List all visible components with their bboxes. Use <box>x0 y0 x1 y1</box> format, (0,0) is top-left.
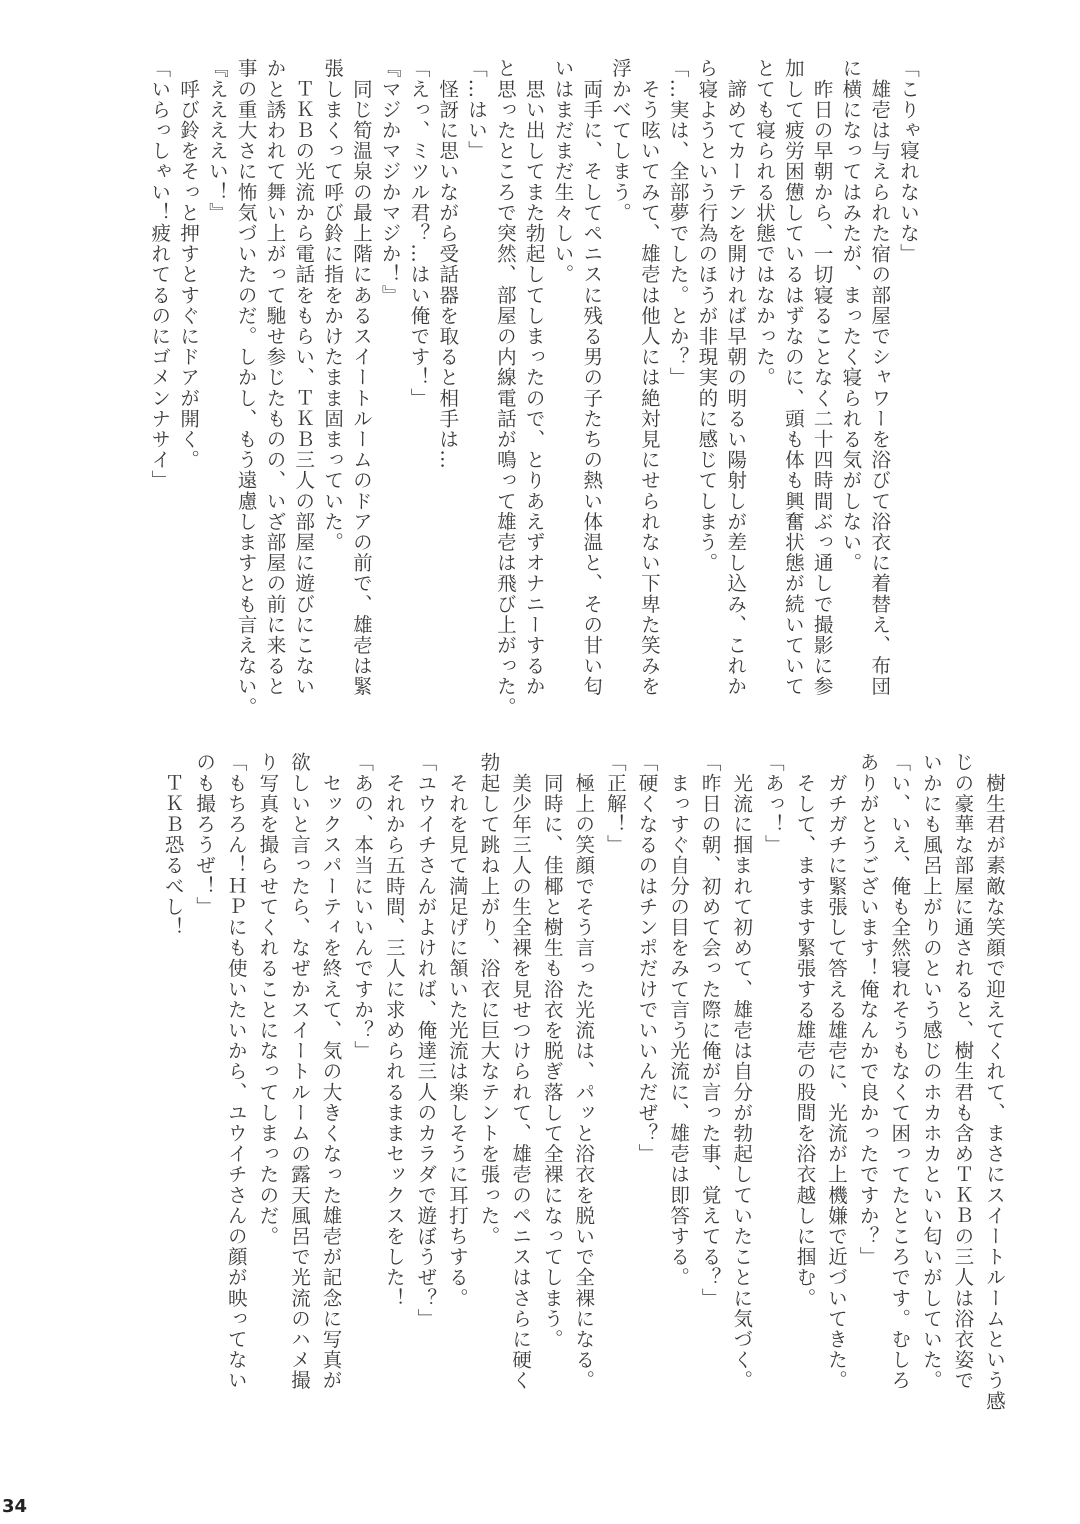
text-line: 「こりゃ寝れないな」 <box>897 58 920 264</box>
text-line: 事の重大さに怖気づいたのだ。しかし、もう遠慮しますとも言えない。 <box>234 58 258 718</box>
text-line: 怪訝に思いながら受話器を取ると相手は… <box>436 58 460 470</box>
text-line: 「い、いえ、俺も全然寝れそうもなくて困ってたところです。むしろ <box>888 752 912 1391</box>
text-line: 欲しいと言ったら、なぜかスイートルームの露天風呂で光流のハメ撮 <box>287 752 311 1391</box>
text-line: 雄壱は与えられた宿の部屋でシャワーを浴びて浴衣に着替え、布団 <box>868 58 892 697</box>
text-line: ＴＫＢ恐るべし！ <box>161 752 185 938</box>
text-line: それを見て満足げに頷いた光流は楽しそうに耳打ちする。 <box>445 752 469 1309</box>
text-line: 両手に、そしてペニスに残る男の子たちの熱い体温と、その甘い匂 <box>580 58 604 697</box>
text-line: 極上の笑顔でそう言った光流は、パッと浴衣を脱いで全裸になる。 <box>572 752 596 1391</box>
text-line: 「正解！」 <box>603 752 627 855</box>
text-block-bottom <box>157 752 1010 1432</box>
text-line: とても寝られる状態ではなかった。 <box>753 58 777 388</box>
text-line: ガチガチに緊張して答える雄壱に、光流が上機嫌で近づいてきた。 <box>825 752 849 1391</box>
text-line: 『ええええい！』 <box>205 58 229 223</box>
text-line: 「もちろん！ＨＰにも使いたいから、ユウイチさんの顔が映ってない <box>224 752 248 1391</box>
text-line: のも撮ろうぜ！」 <box>193 752 217 917</box>
text-line: 同時に、佳椰と樹生も浴衣を脱ぎ落して全裸になってしまう。 <box>540 752 564 1350</box>
text-line: 加して疲労困憊しているはずなのに、頭も体も興奮状態が続いていて <box>781 58 805 697</box>
text-line: 呼び鈴をそっと押すとすぐにドアが開く。 <box>177 58 201 470</box>
text-line: 樹生君が素敵な笑顔で迎えてくれて、まさにスイートルームという感 <box>983 752 1006 1412</box>
text-line: ら寝ようという行為のほうが非現実的に感じてしまう。 <box>695 58 719 573</box>
text-line: 浮かべてしまう。 <box>609 58 633 223</box>
text-line: 「昨日の朝、初めて会った際に俺が言った事、覚えてる？」 <box>698 752 722 1309</box>
text-line: ありがとうございます！俺なんかで良かったですか？」 <box>856 752 880 1267</box>
text-line: 「あっ！」 <box>761 752 785 855</box>
text-line: 昨日の早朝から、一切寝ることなく二十四時間ぶっ通しで撮影に参 <box>810 58 834 697</box>
text-line: 諦めてカーテンを開ければ早朝の明るい陽射しが差し込み、これか <box>724 58 748 697</box>
text-line: じの豪華な部屋に通されると、樹生君も含めＴＫＢの三人は浴衣姿で <box>951 752 975 1391</box>
text-line: かと誘われて舞い上がって馳せ参じたものの、いざ部屋の前に来ると <box>263 58 287 697</box>
text-line: 思い出してまた勃起してしまったので、とりあえずオナニーするか <box>522 58 546 697</box>
text-line: いかにも風呂上がりのという感じのホカホカといい匂いがしていた。 <box>919 752 943 1391</box>
text-line: 「あの、本当にいいんですか？」 <box>351 752 375 1061</box>
text-line: 光流に掴まれて初めて、雄壱は自分が勃起していたことに気づく。 <box>730 752 754 1391</box>
text-line: 「いらっしゃい！疲れてるのにゴメンナサイ」 <box>148 58 172 491</box>
text-line: ＴＫＢの光流から電話をもらい、ＴＫＢ三人の部屋に遊びにこない <box>292 58 316 697</box>
text-line: そう呟いてみて、雄壱は他人には絶対見にせられない下卑た笑みを <box>637 58 661 697</box>
text-line: 勃起して跳ね上がり、浴衣に巨大なテントを張った。 <box>477 752 501 1247</box>
text-line: いはまだまだ生々しい。 <box>551 58 575 285</box>
text-line: 「…はい」 <box>465 58 489 161</box>
text-line: 「えっ、ミツル君？…はい俺です！」 <box>407 58 431 409</box>
text-line: 『マジかマジかマジか！』 <box>378 58 402 306</box>
text-block-top <box>144 58 922 718</box>
text-line: それから五時間、三人に求められるままセックスをした！ <box>382 752 406 1309</box>
text-line: に横になってはみたが、まったく寝られる気がしない。 <box>839 58 863 573</box>
text-line: セックスパーティを終えて、気の大きくなった雄壱が記念に写真が <box>319 752 343 1391</box>
text-line: まっすぐ自分の目をみて言う光流に、雄壱は即答する。 <box>667 752 691 1288</box>
text-line: 「…実は、全部夢でした。とか？」 <box>666 58 690 388</box>
text-line: と思ったところで突然、部屋の内線電話が鳴って雄壱は飛び上がった。 <box>493 58 517 718</box>
text-line: 美少年三人の生全裸を見せつけられて、雄壱のペニスはさらに硬く <box>509 752 533 1391</box>
text-line: り写真を撮らせてくれることになってしまったのだ。 <box>256 752 280 1247</box>
text-line: 張しまくって呼び鈴に指をかけたまま固まっていた。 <box>321 58 345 553</box>
text-line: 「硬くなるのはチンポだけでいいんだぜ？」 <box>635 752 659 1164</box>
text-line: 「ユウイチさんがよければ、俺達三人のカラダで遊ぼうぜ？」 <box>414 752 438 1329</box>
page-number: 34 <box>2 1496 28 1517</box>
text-line: 同じ筍温泉の最上階にあるスイートルームのドアの前で、雄壱は緊 <box>349 58 373 697</box>
text-line: そして、ますます緊張する雄壱の股間を浴衣越しに掴む。 <box>793 752 817 1309</box>
